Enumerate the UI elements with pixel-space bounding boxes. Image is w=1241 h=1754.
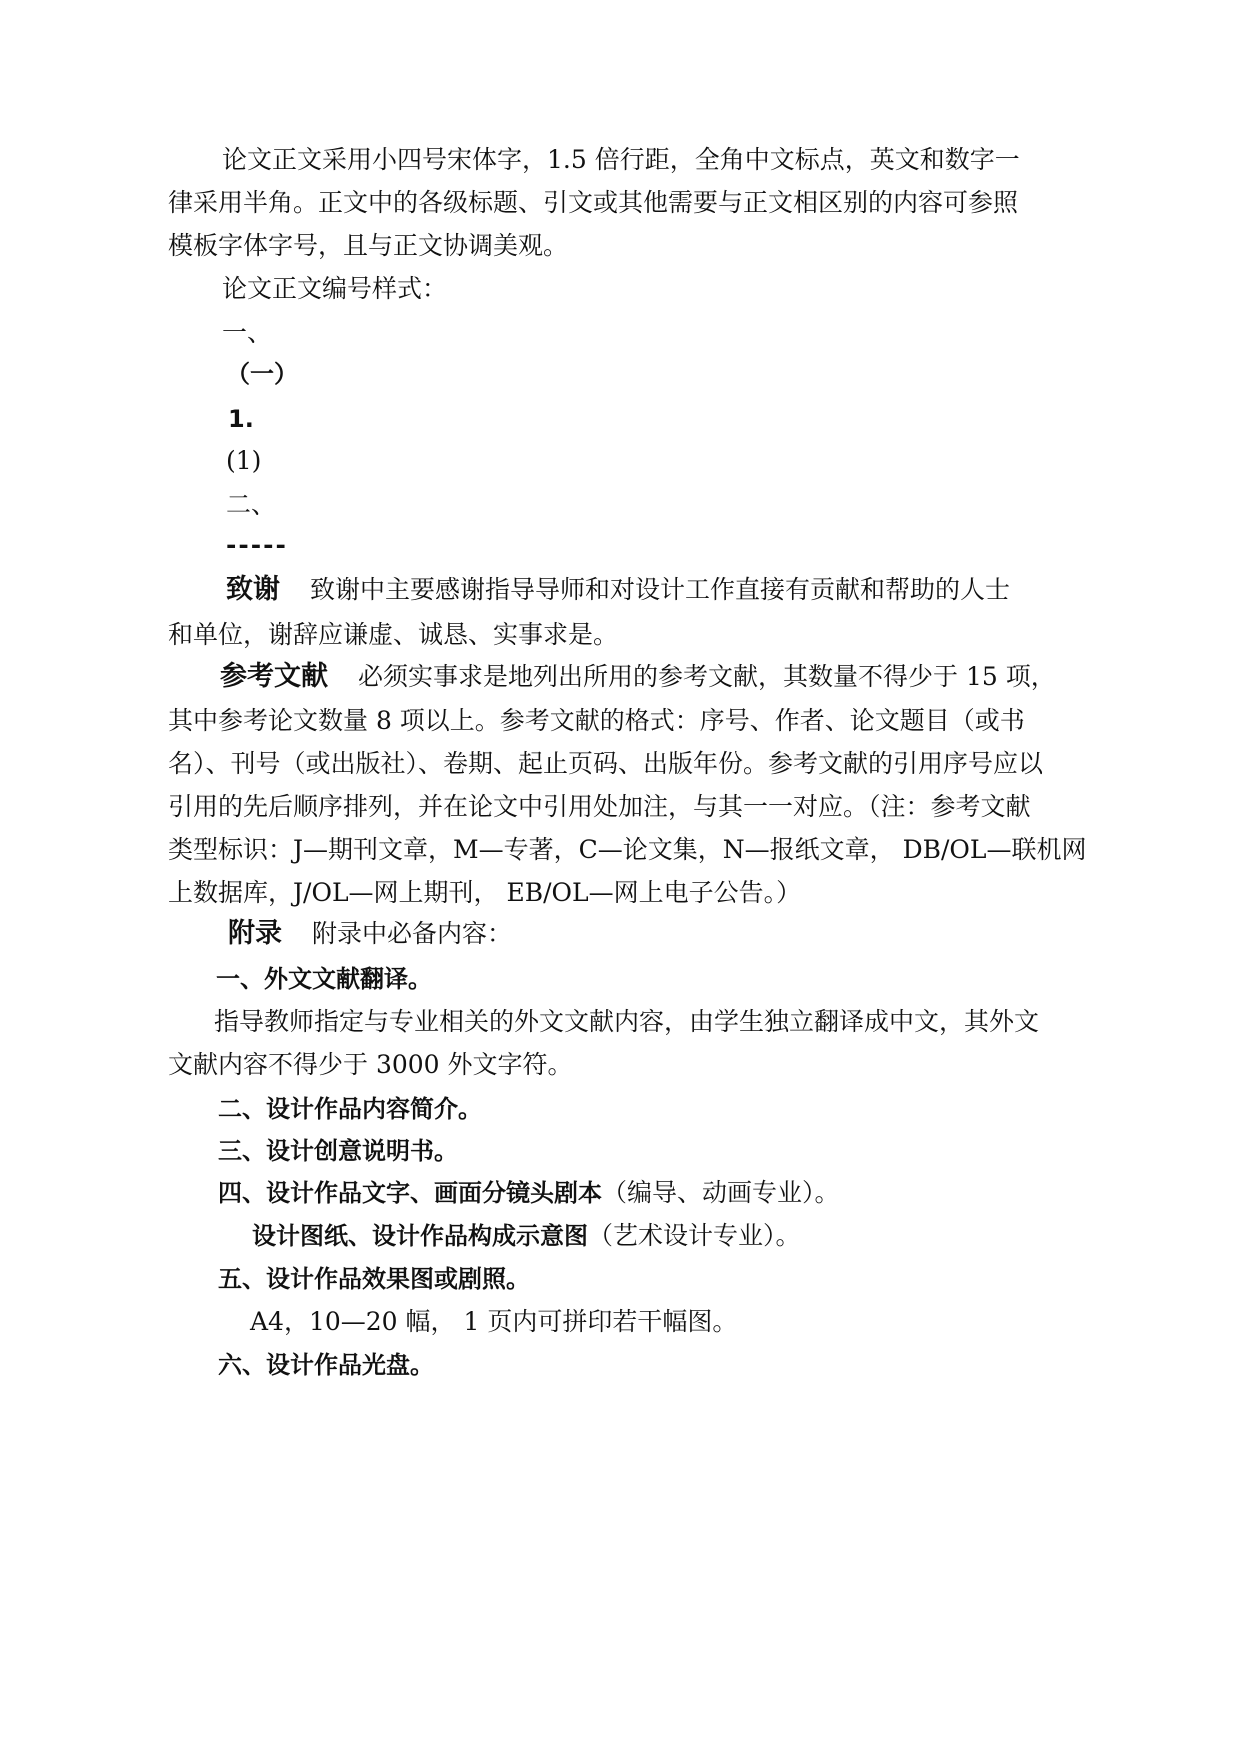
references-heading: 参考文献 — [220, 661, 328, 692]
appendix-item-4-note: （编导、动画专业）。 — [602, 1178, 840, 1207]
numbering-level-2: （一） — [226, 360, 298, 388]
appendix-item-4b-note: （艺术设计专业）。 — [588, 1221, 801, 1250]
references-line-3: 名）、刊号（或出版社）、卷期、起止页码、出版年份。参考文献的引用序号应以 — [168, 749, 1044, 778]
acknowledgement-line-2: 和单位，谢辞应谦虚、诚恳、实事求是。 — [168, 620, 619, 649]
references-line-6: 上数据库，J/OL—网上期刊， EB/OL—网上电子公告。） — [168, 878, 802, 907]
appendix-item-4b — [252, 1219, 801, 1253]
references-text: 必须实事求是地列出所用的参考文献，其数量不得少于 15 项， — [358, 662, 1056, 691]
appendix-item-4b-title: 设计图纸、设计作品构成示意图 — [252, 1222, 588, 1250]
body-format-line-3: 模板字体字号，且与正文协调美观。 — [168, 231, 569, 260]
references-line-1 — [220, 660, 1056, 694]
acknowledgement-heading: 致谢 — [226, 574, 280, 605]
appendix-item-2: 二、设计作品内容简介。 — [218, 1095, 482, 1123]
references-line-4: 引用的先后顺序排列，并在论文中引用处加注，与其一一对应。（注：参考文献 — [168, 792, 1031, 821]
appendix-item-3: 三、设计创意说明书。 — [218, 1137, 458, 1165]
appendix-item-1-line-2: 文献内容不得少于 3000 外文字符。 — [168, 1050, 573, 1079]
numbering-level-3: 1. — [228, 405, 254, 433]
body-format-line-2: 律采用半角。正文中的各级标题、引文或其他需要与正文相区别的内容可参照 — [168, 188, 1019, 217]
appendix-line-1 — [228, 917, 512, 951]
appendix-item-1: 一、外文文献翻译。 — [216, 965, 432, 993]
numbering-level-1: 一、 — [222, 318, 273, 347]
body-format-line-1: 论文正文采用小四号宋体字，1.5 倍行距，全角中文标点，英文和数字一 — [222, 145, 1020, 174]
acknowledgement-text: 致谢中主要感谢指导导师和对设计工作直接有贡献和帮助的人士 — [310, 575, 1011, 604]
appendix-intro: 附录中必备内容： — [312, 919, 513, 948]
appendix-item-1-line-1: 指导教师指定与专业相关的外文文献内容，由学生独立翻译成中文，其外文 — [214, 1007, 1040, 1036]
appendix-item-5: 五、设计作品效果图或剧照。 — [218, 1265, 530, 1293]
acknowledgement-line-1 — [226, 573, 1010, 607]
numbering-level-1b: 二、 — [226, 490, 277, 519]
references-line-2: 其中参考论文数量 8 项以上。参考文献的格式：序号、作者、论文题目（或书 — [168, 706, 1025, 735]
appendix-item-4 — [218, 1176, 840, 1210]
numbering-title: 论文正文编号样式： — [222, 274, 448, 303]
appendix-heading: 附录 — [228, 918, 282, 949]
references-line-5: 类型标识：J—期刊文章，M—专著，C—论文集，N—报纸文章， DB/OL—联机网 — [168, 835, 1087, 864]
appendix-item-4-title: 四、设计作品文字、画面分镜头剧本 — [218, 1179, 602, 1207]
appendix-item-5-note: A4，10—20 幅， 1 页内可拼印若干幅图。 — [250, 1307, 738, 1336]
numbering-ellipsis: ----- — [226, 530, 288, 559]
appendix-item-6: 六、设计作品光盘。 — [218, 1351, 434, 1379]
numbering-level-4: (1) — [226, 446, 262, 475]
